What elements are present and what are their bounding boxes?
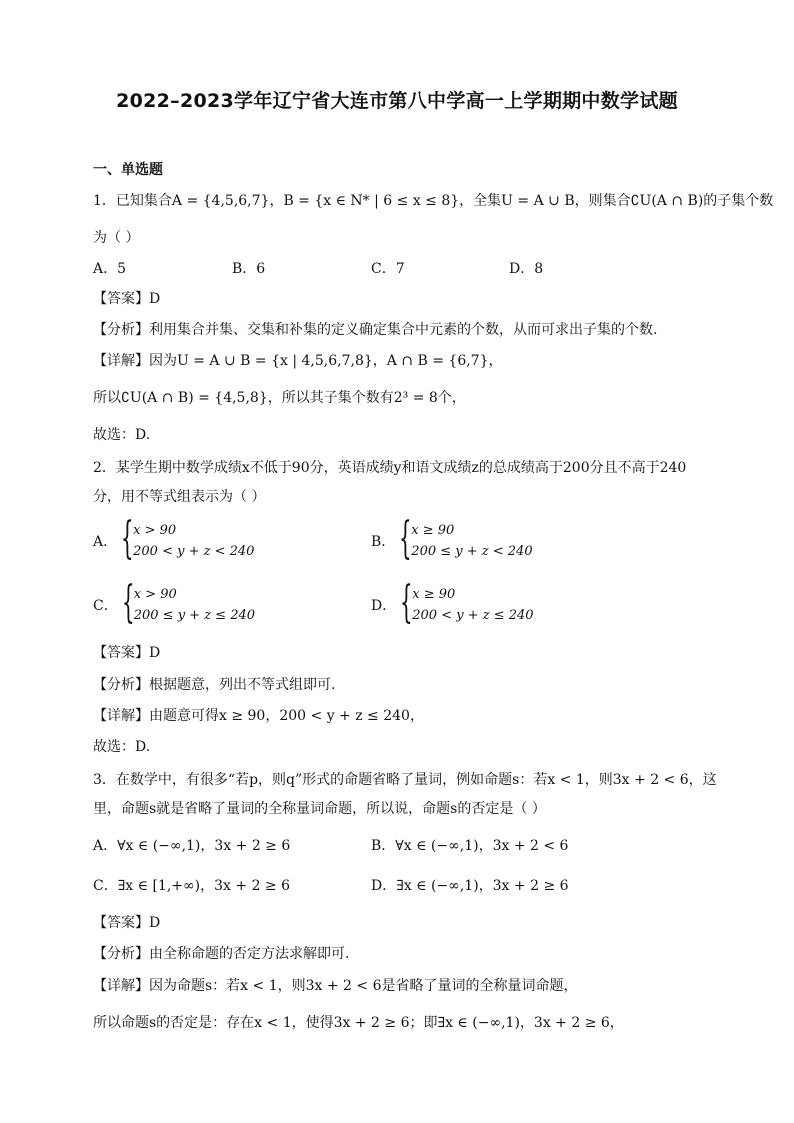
q2-option-a-label: A． [93,534,118,550]
q3-option-b: B．∀x ∈ (−∞,1)，3x + 2 < 6 [371,838,569,854]
page-title: 2022–2023学年辽宁省大连市第八中学高一上学期期中数学试题 [116,90,678,112]
brace-icon: { [121,577,135,628]
q1-option-d: D．8 [509,261,544,277]
q1-conclusion: 故选：D. [93,427,151,443]
q1-option-a: A．5 [93,261,127,277]
q2-option-b-line1: x ≥ 90 [411,523,455,538]
q2-option-c-line1: x > 90 [133,587,177,602]
q2-analysis: 【分析】根据题意，列出不等式组即可. [93,677,336,693]
section-heading: 一、单选题 [93,162,163,178]
q2-option-b [371,513,533,564]
q2-option-d-label: D． [371,598,397,614]
q2-option-d-line1: x ≥ 90 [412,587,456,602]
brace-icon: { [121,513,134,564]
q2-option-a-line2: 200 < y + z < 240 [133,544,255,559]
q3-detail-line2: 所以命题s的否定是：存在x < 1，使得3x + 2 ≥ 6；即∃x ∈ (−∞,1)，3x + 2 ≥ 6， [93,1015,624,1031]
q2-option-d-line2: 200 < y + z ≤ 240 [412,608,534,623]
q1-detail-line2: 所以∁U(A ∩ B) = {4,5,8}，所以其子集个数有2³ = 8个， [93,390,466,406]
q2-detail: 【详解】由题意可得x ≥ 90，200 < y + z ≤ 240， [93,708,424,724]
q1-option-c: C．7 [371,261,405,277]
q2-stem-line1: 2．某学生期中数学成绩x不低于90分，英语成绩y和语文成绩z的总成绩高于200分且不高于240 [93,460,687,476]
q1-detail-line1: 【详解】因为U = A ∪ B = {x | 4,5,6,7,8}，A ∩ B = {6,7}， [93,353,503,369]
q1-option-b: B．6 [232,261,266,277]
brace-icon: { [399,513,412,564]
brace-icon: { [400,577,413,628]
q2-option-c-line2: 200 ≤ y + z ≤ 240 [133,608,256,623]
q3-option-c: C．∃x ∈ [1,+∞)，3x + 2 ≥ 6 [93,878,291,894]
q2-answer: 【答案】D [93,645,161,661]
q1-analysis: 【分析】利用集合并集、交集和补集的定义确定集合中元素的个数，从而可求出子集的个数. [93,322,658,338]
q2-option-c-label: C． [93,598,118,614]
q2-option-b-label: B． [371,534,396,550]
q2-option-b-line2: 200 ≤ y + z < 240 [411,544,533,559]
q1-answer: 【答案】D [93,291,161,307]
q3-stem-line1: 3．在数学中，有很多“若p，则q”形式的命题省略了量词，例如命题s：若x < 1，则3x + 2 < 6，这 [93,772,717,788]
q2-option-c [93,577,256,628]
q1-stem-line2: 为（ ） [93,230,140,246]
q3-answer: 【答案】D [93,915,161,931]
q3-stem-line2: 里，命题s就是省略了量词的全称量词命题，所以说，命题s的否定是（ ） [93,801,546,817]
q3-analysis: 【分析】由全称命题的否定方法求解即可. [93,946,350,962]
q1-stem-line1: 1．已知集合A = {4,5,6,7}，B = {x ∈ N* | 6 ≤ x ≤ 8}，全集U = A ∪ B，则集合∁U(A ∩ B)的子集个数 [93,193,774,209]
q2-conclusion: 故选：D. [93,739,151,755]
q2-stem-line2: 分，用不等式组表示为（ ） [93,489,266,505]
q2-option-a-line1: x > 90 [133,523,177,538]
q3-detail-line1: 【详解】因为命题s：若x < 1，则3x + 2 < 6是省略了量词的全称量词命题， [93,978,578,994]
q3-option-d: D．∃x ∈ (−∞,1)，3x + 2 ≥ 6 [371,878,569,894]
q3-option-a: A．∀x ∈ (−∞,1)，3x + 2 ≥ 6 [93,838,291,854]
q2-option-a [93,513,255,564]
q2-option-d [371,577,534,628]
